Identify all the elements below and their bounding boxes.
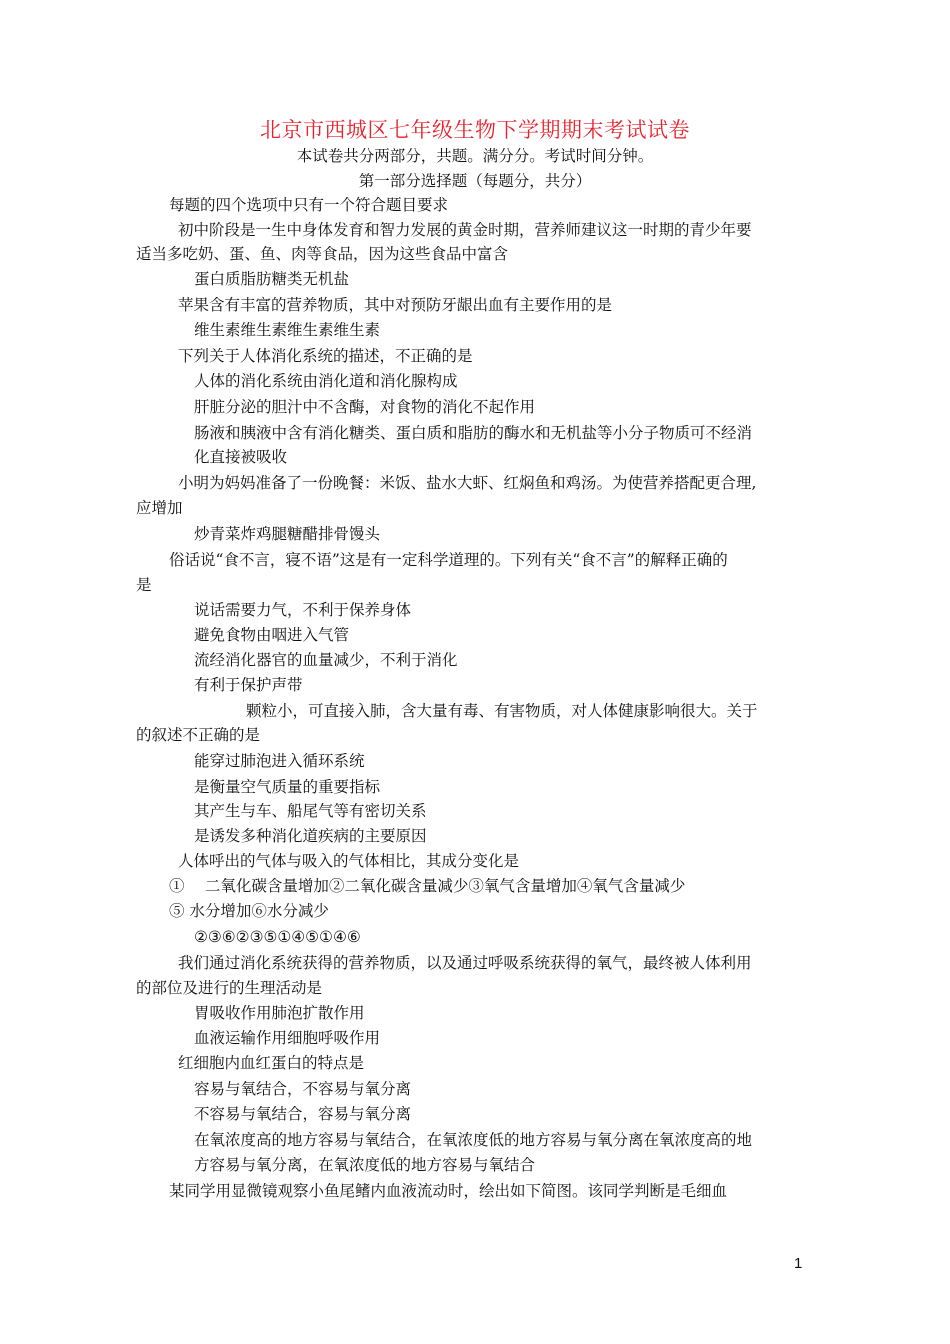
answer-option: 肠液和胰液中含有消化糖类、蛋白质和脂肪的酶水和无机盐等小分子物质可不经消 — [194, 424, 753, 442]
question-line: 适当多吃奶、蛋、鱼、肉等食品，因为这些食品中富含 — [136, 245, 509, 263]
answer-options: 血液运输作用细胞呼吸作用 — [194, 1029, 381, 1047]
question-line: 俗话说“食不言，寝不语”这是有一定科学道理的。下列有关“食不言”的解释正确的 — [169, 551, 728, 569]
answer-option: 不容易与氧结合，容易与氧分离 — [194, 1105, 412, 1123]
document-title: 北京市西城区七年级生物下学期期末考试试卷 — [260, 118, 690, 142]
instruction-text: 每题的四个选项中只有一个符合题目要求 — [169, 196, 449, 214]
question-line: 某同学用显微镜观察小鱼尾鳍内血液流动时，绘出如下简图。该同学判断是毛细血 — [169, 1182, 728, 1200]
question-line: 应增加 — [136, 499, 183, 517]
question-line: ⑤ 水分增加⑥水分减少 — [169, 902, 329, 920]
answer-options: 胃吸收作用肺泡扩散作用 — [194, 1004, 365, 1022]
question-line: 是 — [136, 576, 152, 594]
answer-options: ②③⑥②③⑤①④⑤①④⑥ — [194, 928, 361, 946]
answer-option: 在氧浓度高的地方容易与氧结合，在氧浓度低的地方容易与氧分离在氧浓度高的地 — [194, 1131, 753, 1149]
answer-option: 说话需要力气，不利于保养身体 — [194, 601, 412, 619]
question-line: 人体呼出的气体与吸入的气体相比，其成分变化是 — [178, 852, 520, 870]
answer-option: 是衡量空气质量的重要指标 — [194, 778, 381, 796]
answer-options: 蛋白质脂肪糖类无机盐 — [194, 270, 350, 288]
answer-option: 有利于保护声带 — [194, 676, 303, 694]
question-line: 初中阶段是一生中身体发育和智力发展的黄金时期，营养师建议这一时期的青少年要 — [178, 221, 752, 239]
question-line: 的部位及进行的生理活动是 — [136, 979, 323, 997]
answer-option: 肝脏分泌的胆汁中不含酶，对食物的消化不起作用 — [194, 398, 536, 416]
exam-intro: 本试卷共分两部分，共题。满分分。考试时间分钟。 — [296, 147, 654, 165]
answer-options: 炒青菜炸鸡腿糖醋排骨馒头 — [194, 525, 381, 543]
section-heading: 第一部分选择题（每题分，共分） — [358, 172, 592, 190]
question-line: 的叙述不正确的是 — [136, 726, 261, 744]
answer-option: 避免食物由咽进入气管 — [194, 626, 350, 644]
answer-option: 流经消化器官的血量减少，不利于消化 — [194, 651, 458, 669]
question-line: 颗粒小，可直接入肺，含大量有毒、有害物质，对人体健康影响很大。关于 — [246, 702, 758, 720]
answer-option: 方容易与氧分离，在氧浓度低的地方容易与氧结合 — [194, 1156, 536, 1174]
question-line: 红细胞内血红蛋白的特点是 — [178, 1054, 365, 1072]
answer-option: 能穿过肺泡进入循环系统 — [194, 752, 365, 770]
page-number: 1 — [794, 1255, 803, 1272]
answer-option: 容易与氧结合，不容易与氧分离 — [194, 1080, 412, 1098]
question-line: 下列关于人体消化系统的描述，不正确的是 — [178, 347, 473, 365]
answer-option: 其产生与车、船尾气等有密切关系 — [194, 802, 427, 820]
answer-option: 化直接被吸收 — [194, 448, 288, 466]
question-line: 苹果含有丰富的营养物质，其中对预防牙龈出血有主要作用的是 — [178, 296, 613, 314]
answer-options: 维生素维生素维生素维生素 — [194, 321, 381, 339]
question-line: 小明为妈妈准备了一份晚餐：米饭、盐水大虾、红焖鱼和鸡汤。为使营养搭配更合理, — [178, 474, 757, 492]
answer-option: 人体的消化系统由消化道和消化腺构成 — [194, 372, 458, 390]
question-line: ① 二氧化碳含量增加②二氧化碳含量减少③氧气含量增加④氧气含量减少 — [169, 877, 686, 895]
question-line: 我们通过消化系统获得的营养物质，以及通过呼吸系统获得的氧气，最终被人体利用 — [178, 954, 752, 972]
answer-option: 是诱发多种消化道疾病的主要原因 — [194, 827, 427, 845]
